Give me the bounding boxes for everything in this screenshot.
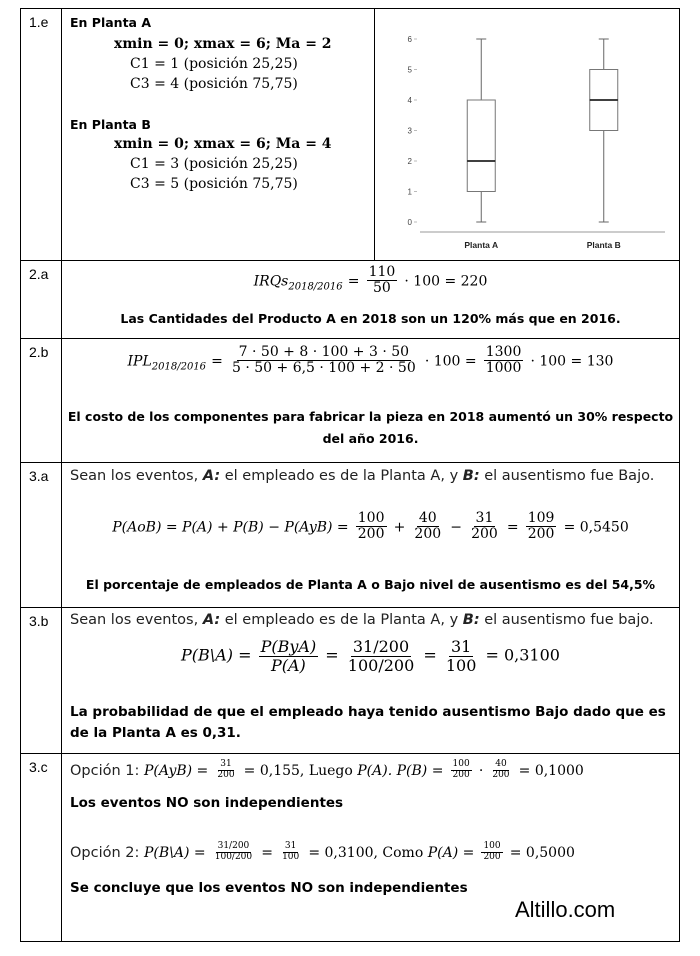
row-content	[62, 463, 679, 607]
boxplot-chart	[375, 9, 679, 260]
conclusion-line2: de la Planta A es 0,31.	[70, 725, 241, 741]
y-tick-label: 4	[407, 96, 412, 105]
row-content	[62, 261, 679, 338]
row-number: 1.e	[21, 9, 62, 260]
row-2b	[21, 339, 679, 463]
conclusion-text: Las Cantidades del Producto A en 2018 son un 120% más que en 2016.	[120, 311, 621, 326]
row-content	[62, 339, 679, 462]
planta-b-title: En Planta B	[70, 117, 151, 132]
conclusion-line1: El costo de los componentes para fabricar la pieza en 2018 aumentó un 30% respecto	[67, 409, 674, 424]
conclusion-line1: La probabilidad de que el empleado haya tenido ausentismo Bajo dado que es	[70, 704, 666, 720]
planta-b-line3: C3 = 5 (posición 75,75)	[130, 176, 298, 192]
planta-a-line3: C3 = 4 (posición 75,75)	[130, 76, 298, 92]
conclusion-line2: del año 2016.	[322, 431, 419, 446]
option2-conclusion: Se concluye que los eventos NO son independientes	[70, 880, 468, 896]
y-tick-label: 6	[407, 35, 412, 44]
planta-b-line2: C1 = 3 (posición 25,25)	[130, 156, 298, 172]
x-category-label: Planta A	[464, 240, 499, 250]
answer-table	[20, 8, 680, 942]
y-tick-label: 3	[407, 126, 412, 136]
box-iqr	[467, 100, 495, 192]
planta-b-line1: xmin = 0; xmax = 6; Ma = 4	[114, 136, 332, 152]
row-number: 3.b	[21, 608, 62, 753]
row-2a	[21, 261, 679, 339]
option1-formula: Opción 1: P(AyB) = $\frac{31}{200}$ = 0,155, Luego P(A). P(B) = $\frac{100}{200}$ · $\frac{40}{200}$ = 0,1000	[70, 759, 584, 780]
row-3c	[21, 754, 679, 941]
y-tick-label: 0	[407, 218, 412, 227]
row-number: 2.b	[21, 339, 62, 462]
formula-union: P(AoB) = P(A) + P(B) − P(AyB) = $\frac{100}{200}$ + $\frac{40}{200}$ − $\frac{31}{200}$ = $\frac{109}{200}$ = 0,5450	[112, 510, 629, 543]
row-1e	[21, 9, 679, 261]
events-intro: Sean los eventos, A: el empleado es de la Planta A, y B: el ausentismo fue Bajo.	[70, 468, 655, 484]
events-intro: Sean los eventos, A: el empleado es de la Planta A, y B: el ausentismo fue bajo.	[70, 612, 654, 628]
planta-a-title: En Planta A	[70, 15, 152, 30]
row-number: 3.c	[21, 754, 62, 941]
planta-a-line1: xmin = 0; xmax = 6; Ma = 2	[114, 36, 332, 52]
formula-irq: IRQs$_{2018/2016}$ = $\frac{110}{50}$ · 100 = 220	[253, 264, 488, 297]
row-content	[62, 754, 679, 941]
row-3a	[21, 463, 679, 608]
row-content	[62, 608, 679, 753]
x-category-label: Planta B	[586, 240, 621, 250]
y-tick-label: 2	[407, 157, 412, 166]
y-tick-label: 5	[407, 65, 412, 75]
row-number: 2.a	[21, 261, 62, 338]
option2-formula: Opción 2: P(B\A) = $\frac{31/200}{100/200}$ = $\frac{31}{100}$ = 0,3100, Como P(A) = $\frac{100}{200}$ = 0,5000	[70, 841, 575, 862]
conclusion-text: El porcentaje de empleados de Planta A o Bajo nivel de ausentismo es del 54,5%	[85, 577, 656, 592]
y-tick-label: 1	[407, 187, 412, 197]
formula-ipl: $IPL_{2018/2016}$ = $\frac{7 \cdot 50 + 8 \cdot 100 + 3 \cdot 50}{5 \cdot 50 + 6,5 \cdot 100 + 2 \cdot 50}$ · 100 = $\frac{1300}{1000}$ · 100 = 130	[127, 344, 614, 377]
row-number: 3.a	[21, 463, 62, 607]
formula-conditional: P(B\A) = $\frac{\text{P(ByA)}}{P(A)}$ = $\frac{31/200}{100/200}$ = $\frac{31}{100}$ = 0,3100	[181, 637, 560, 675]
planta-a-line2: C1 = 1 (posición 25,25)	[130, 56, 298, 72]
watermark: Altillo.com	[515, 897, 616, 922]
option1-conclusion: Los eventos NO son independientes	[70, 795, 344, 811]
row-content	[62, 9, 679, 260]
row-3b	[21, 608, 679, 754]
